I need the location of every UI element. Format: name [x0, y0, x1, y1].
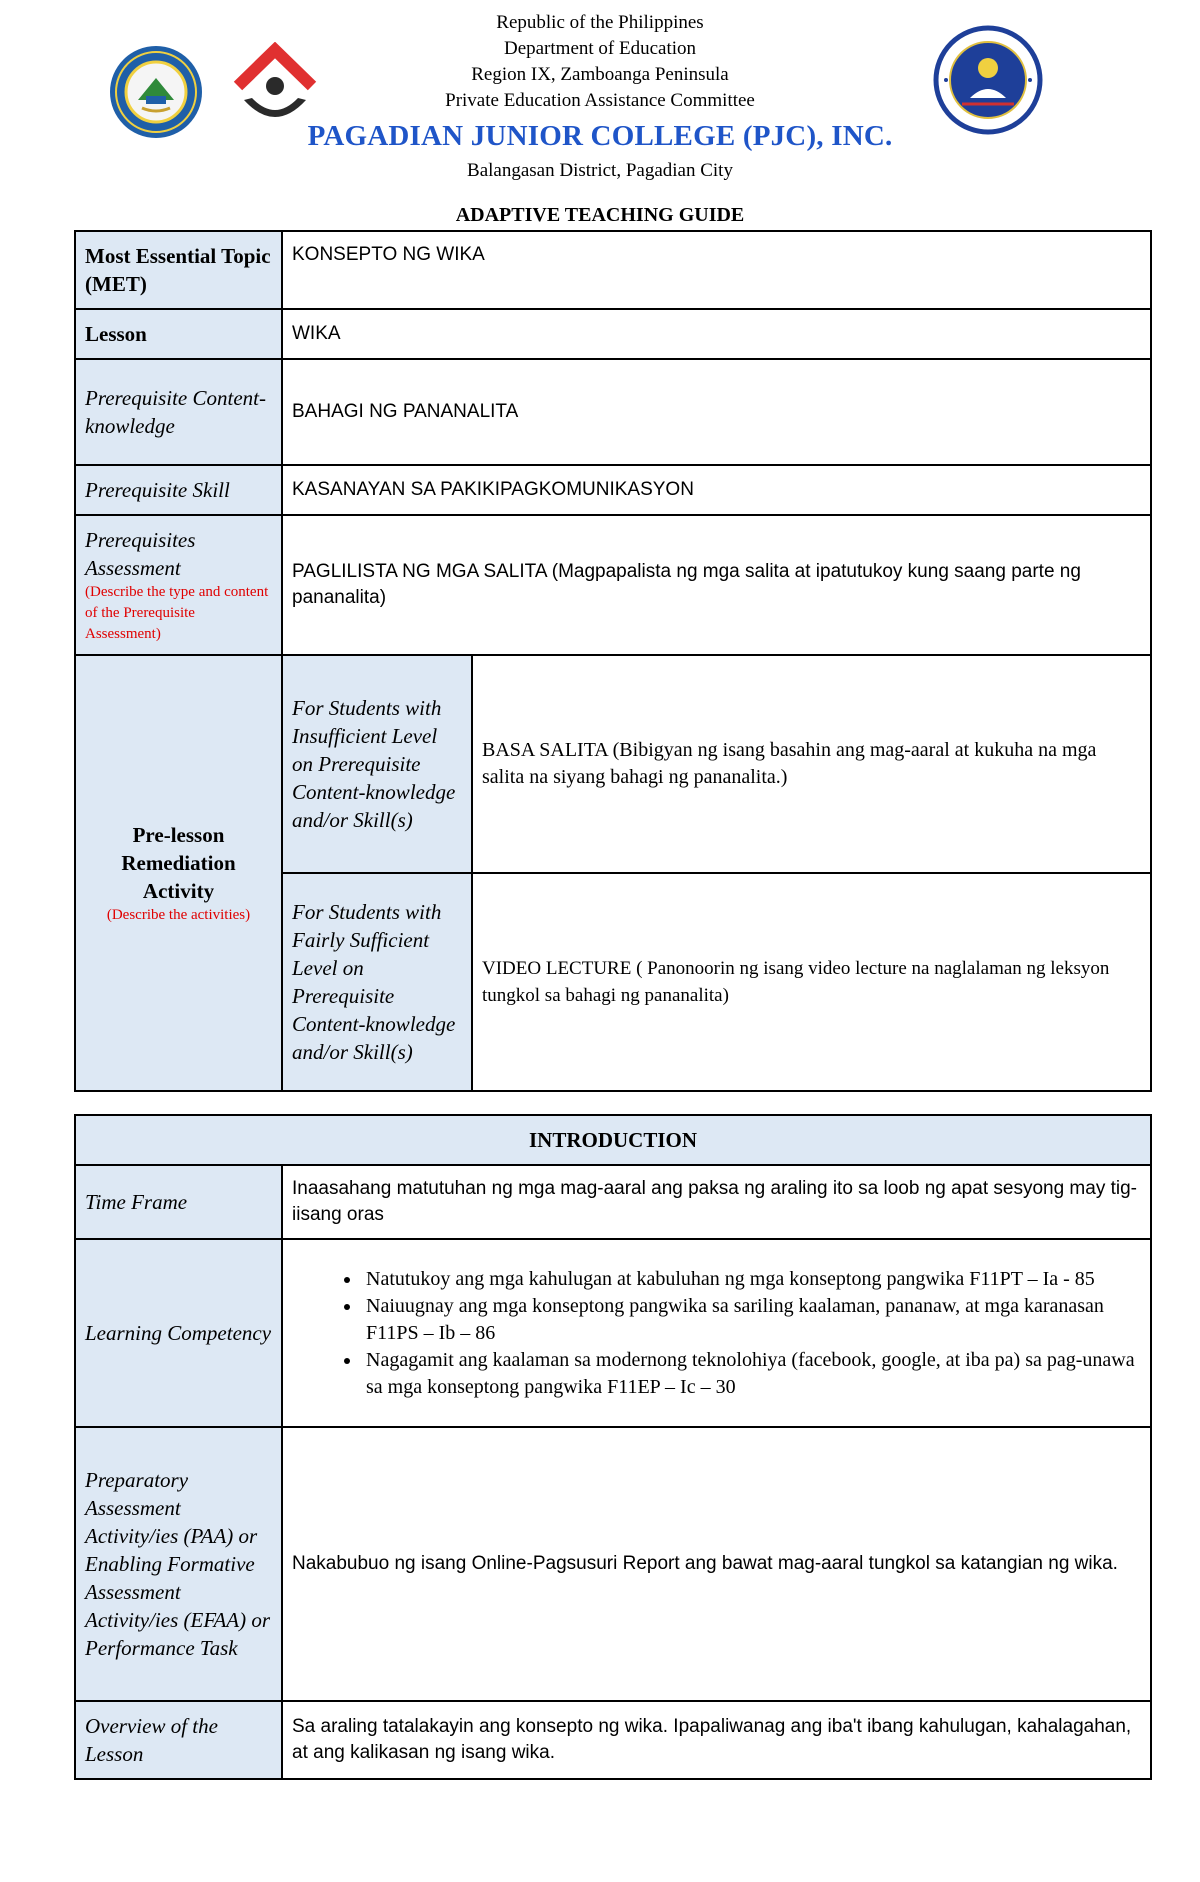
overview-label: Overview of the Lesson: [75, 1701, 282, 1779]
table-row: [75, 309, 1151, 359]
guide-title: ADAPTIVE TEACHING GUIDE: [455, 204, 745, 226]
competency-cell: [282, 1239, 1151, 1427]
prerequisite-table: [74, 230, 1152, 1092]
header-lines: [0, 10, 1200, 114]
met-label: Most Essential Topic (MET): [75, 231, 282, 309]
time-frame-value: Inaasahang matutuhan ng mga mag-aaral ang paksa ng araling ito sa loob ng apat sesyong may tig-iisang oras: [282, 1165, 1151, 1239]
competency-item: • Nagagamit ang kaalaman sa modernong teknolohiya (facebook, google, at iba pa) sa pag-unawa sa mga konseptong pangwika F11EP – Ic – 30: [362, 1347, 1141, 1401]
introduction-table: [74, 1114, 1152, 1780]
table-row: [75, 231, 1151, 309]
fairly-value: VIDEO LECTURE ( Panonoorin ng isang video lecture na naglalaman ng leksyon tungkol sa bahagi ng pananalita): [472, 873, 1151, 1091]
paa-label: Preparatory Assessment Activity/ies (PAA) or Enabling Formative Assessment Activity/ies (EFAA) or Performance Task: [75, 1427, 282, 1701]
prereq-assessment-note: (Describe the type and content of the Prerequisite Assessment): [85, 583, 269, 642]
fairly-label: For Students with Fairly Sufficient Level on Prerequisite Content-knowledge and/or Skill(s): [282, 873, 472, 1091]
prereq-assessment-value: PAGLILISTA NG MGA SALITA (Magpapalista ng mga salita at ipatutukoy kung saang parte ng pananalita): [282, 515, 1151, 655]
introduction-heading: INTRODUCTION: [75, 1115, 1151, 1165]
prereq-content-label: Prerequisite Content-knowledge: [75, 359, 282, 465]
table-row: [75, 1165, 1151, 1239]
competency-item: • Natutukoy ang mga kahulugan at kabuluhan ng mga konseptong pangwika F11PT – Ia - 85: [362, 1266, 1141, 1293]
header-line-peac: Private Education Assistance Committee: [445, 90, 755, 111]
overview-value: Sa araling tatalakayin ang konsepto ng wika. Ipapaliwanag ang iba't ibang kahulugan, kahalagahan, at ang kalikasan ng isang wika.: [282, 1701, 1151, 1779]
header-line-region: Region IX, Zamboanga Peninsula: [471, 64, 729, 85]
table-row: [75, 1239, 1151, 1427]
table-row: [75, 655, 1151, 873]
remediation-cell: [75, 655, 282, 1091]
school-district: Balangasan District, Pagadian City: [467, 160, 733, 181]
remediation-label: Pre-lesson Remediation Activity: [121, 822, 236, 903]
table-row: [75, 1427, 1151, 1701]
prereq-content-value: BAHAGI NG PANANALITA: [282, 359, 1151, 465]
remediation-note: (Describe the activities): [106, 906, 251, 923]
competency-item: • Naiuugnay ang mga konseptong pangwika sa sariling kaalaman, pananaw, at mga karanasan F11PS – Ib – 86: [362, 1293, 1141, 1347]
competency-list: [292, 1266, 1141, 1401]
school-name: PAGADIAN JUNIOR COLLEGE (PJC), INC.: [307, 120, 893, 152]
header-line-department: Department of Education: [503, 38, 697, 59]
table-row: [75, 359, 1151, 465]
competency-label: Learning Competency: [75, 1239, 282, 1427]
prereq-skill-label: Prerequisite Skill: [75, 465, 282, 515]
time-frame-label: Time Frame: [75, 1165, 282, 1239]
met-value: KONSEPTO NG WIKA: [282, 231, 1151, 309]
paa-value: Nakabubuo ng isang Online-Pagsusuri Report ang bawat mag-aaral tungkol sa katangian ng wika.: [282, 1427, 1151, 1701]
prereq-assessment-label: Prerequisites Assessment: [85, 527, 196, 580]
table-row: [75, 1701, 1151, 1779]
document-header: [0, 0, 1200, 200]
prereq-skill-value: KASANAYAN SA PAKIKIPAGKOMUNIKASYON: [282, 465, 1151, 515]
insufficient-label: For Students with Insufficient Level on Prerequisite Content-knowledge and/or Skill(s): [282, 655, 472, 873]
table-row: [75, 515, 1151, 655]
prereq-assessment-cell: [75, 515, 282, 655]
header-line-republic: Republic of the Philippines: [496, 12, 704, 33]
lesson-value: WIKA: [282, 309, 1151, 359]
insufficient-value: BASA SALITA (Bibigyan ng isang basahin ang mag-aaral at kukuha na mga salita na siyang bahagi ng pananalita.): [472, 655, 1151, 873]
table-row: [75, 1115, 1151, 1165]
lesson-label: Lesson: [75, 309, 282, 359]
table-row: [75, 465, 1151, 515]
